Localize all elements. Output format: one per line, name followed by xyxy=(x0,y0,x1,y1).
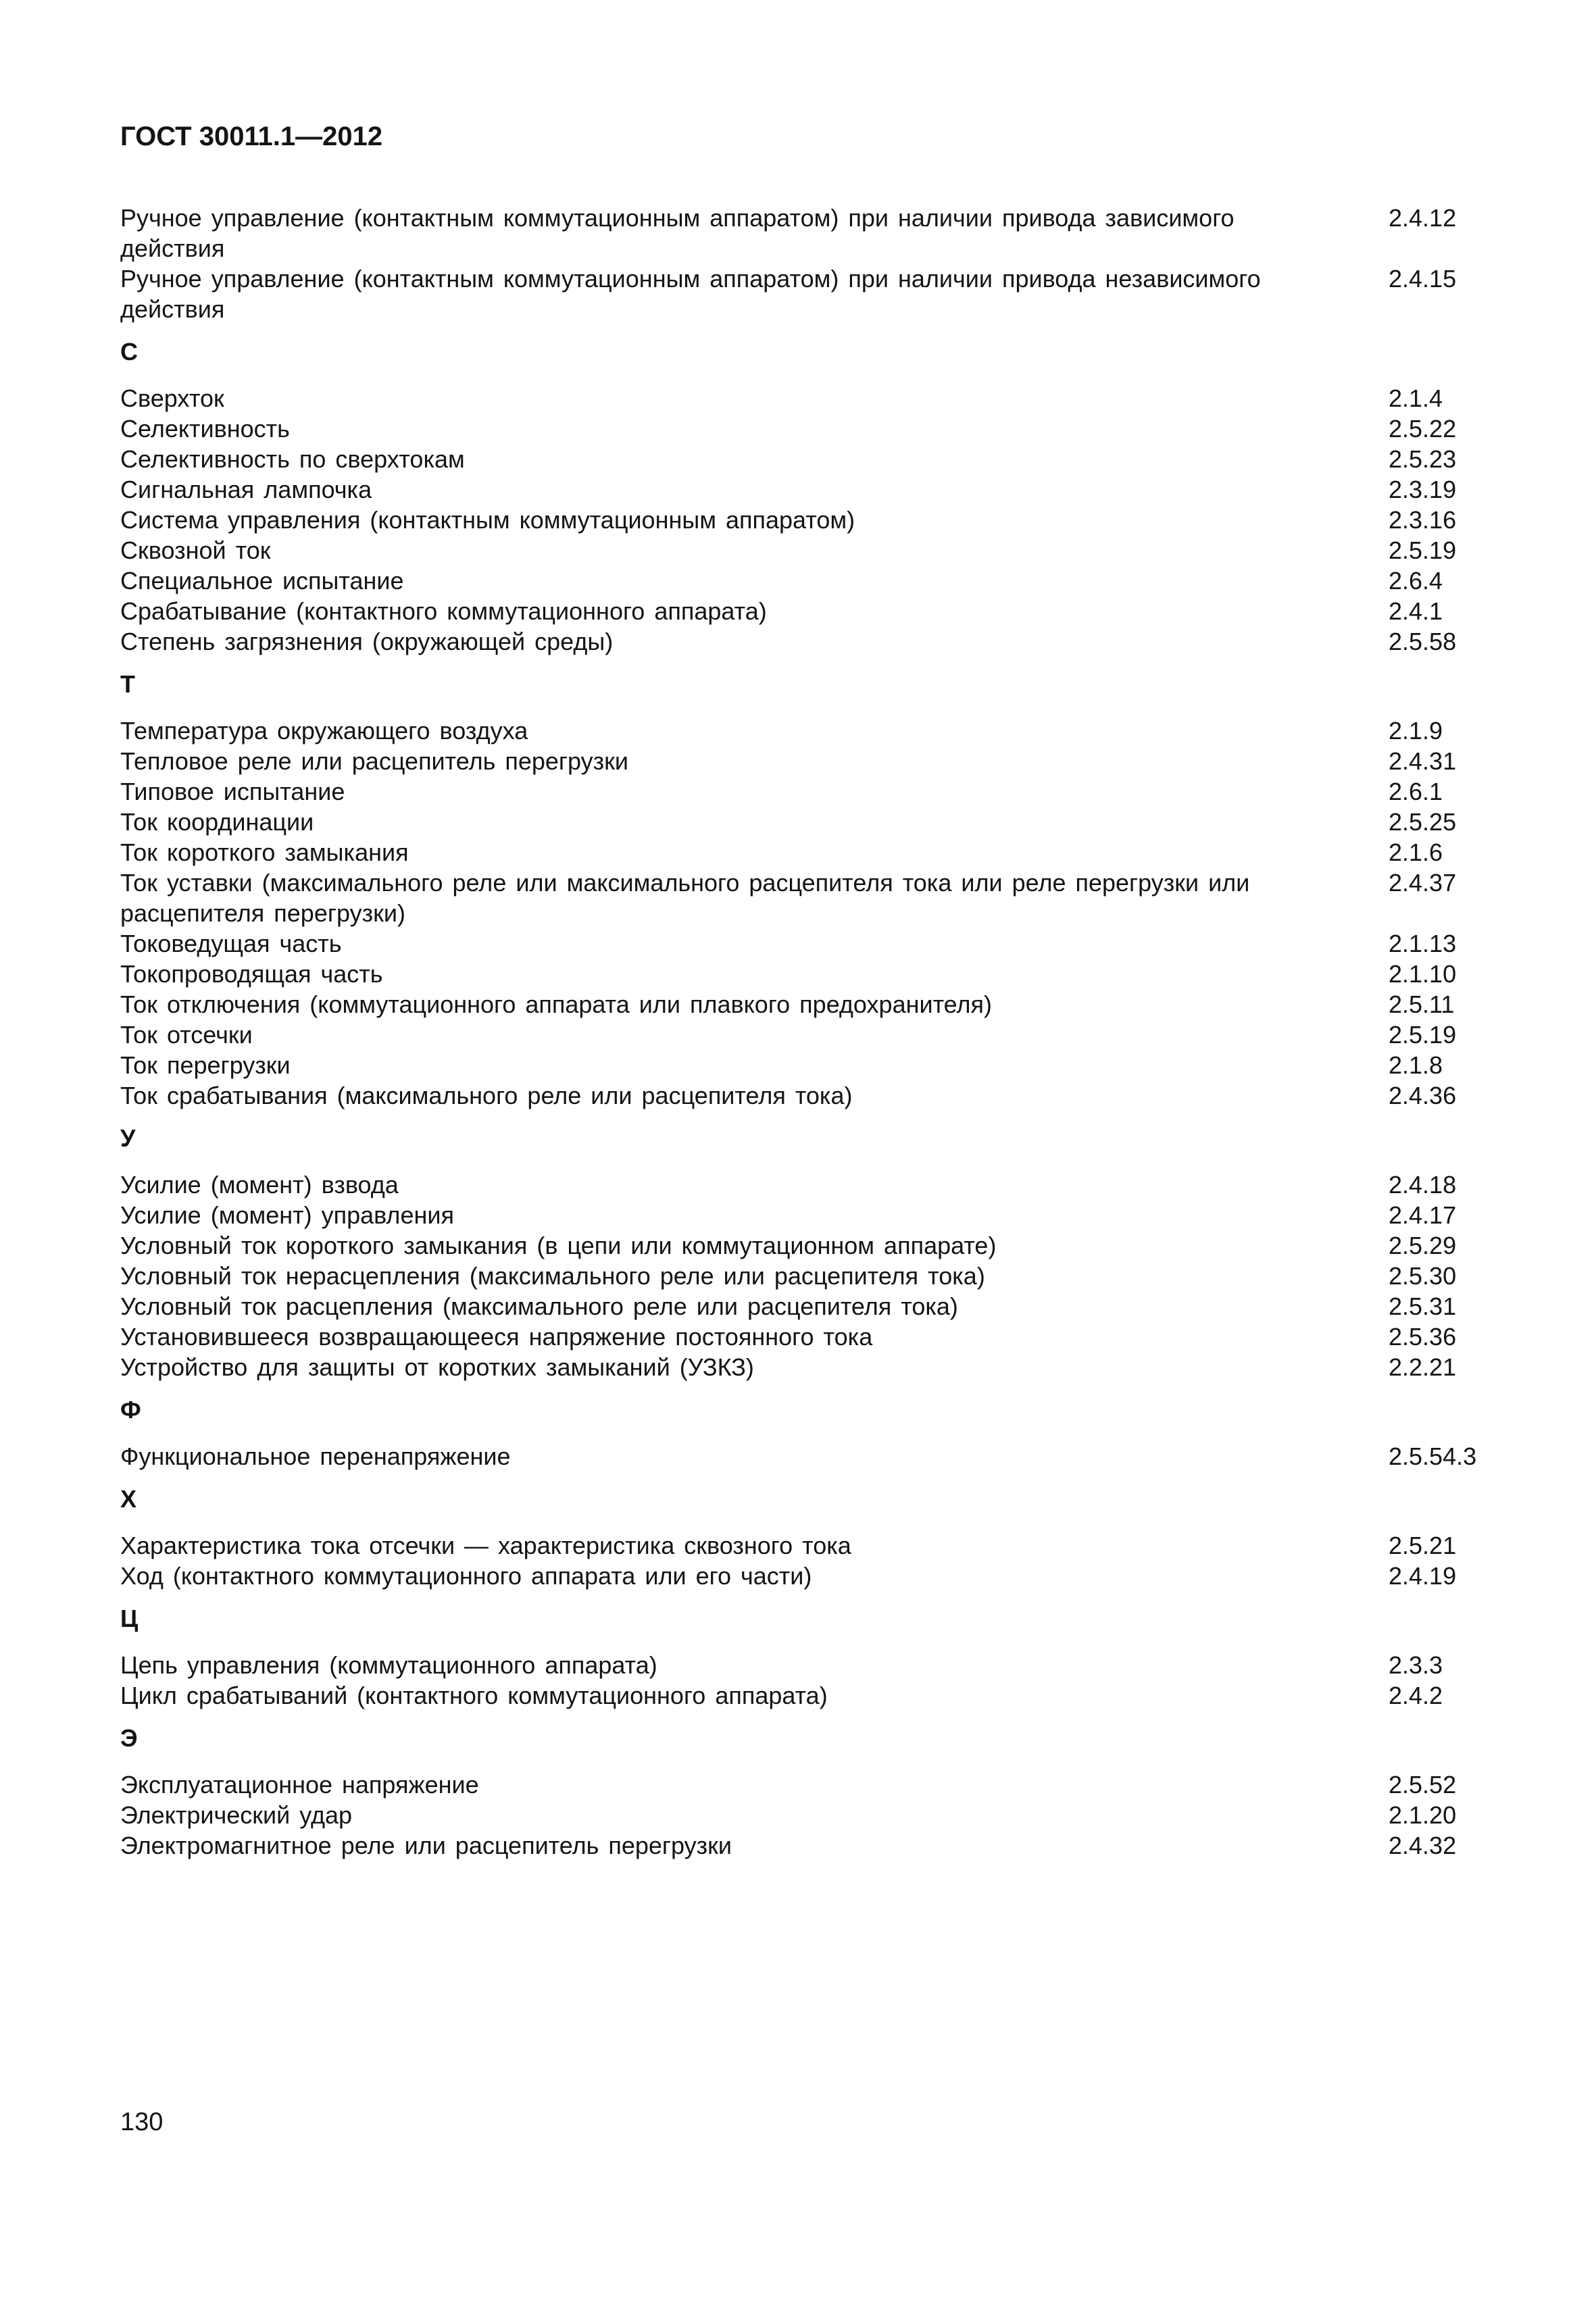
index-term: Условный ток короткого замыкания (в цепи или коммутационном аппарате) xyxy=(120,1232,997,1259)
index-entry xyxy=(120,776,1505,807)
index-entry xyxy=(120,1650,1505,1680)
index-reference: 2.5.21 xyxy=(1389,1532,1457,1559)
page-number: 130 xyxy=(120,2108,164,2136)
index-entry xyxy=(120,1530,1505,1561)
index-term: Токоведущая часть xyxy=(120,930,342,957)
index-section xyxy=(120,1723,1505,1861)
index-entry xyxy=(120,1830,1505,1861)
index-entry xyxy=(120,1200,1505,1230)
index-reference: 2.4.31 xyxy=(1389,747,1457,775)
section-letter: Ф xyxy=(120,1396,141,1424)
index-term: Специальное испытание xyxy=(120,567,404,595)
index-reference: 2.5.22 xyxy=(1389,415,1457,443)
index-reference: 2.5.58 xyxy=(1389,628,1457,655)
index-entry xyxy=(120,1800,1505,1830)
index-entry xyxy=(120,1080,1505,1111)
section-letter: Ц xyxy=(120,1605,139,1632)
index-reference: 2.1.9 xyxy=(1389,717,1443,745)
index-term: Сквозной ток xyxy=(120,536,271,564)
index-reference: 2.1.4 xyxy=(1389,384,1443,412)
document-header: ГОСТ 30011.1—2012 xyxy=(120,122,383,151)
index-reference: 2.4.12 xyxy=(1389,204,1457,232)
index-entry xyxy=(120,383,1505,413)
index-reference: 2.5.25 xyxy=(1389,808,1457,836)
index-section xyxy=(120,1484,1505,1591)
index-reference: 2.4.15 xyxy=(1389,265,1457,293)
index-entry xyxy=(120,1352,1505,1382)
index-entry xyxy=(120,1441,1505,1472)
index-entry xyxy=(120,1561,1505,1591)
index-entry xyxy=(120,746,1505,776)
index-reference: 2.6.4 xyxy=(1389,567,1443,595)
index-reference: 2.5.36 xyxy=(1389,1323,1457,1351)
index-entry xyxy=(120,1291,1505,1322)
index-reference: 2.4.37 xyxy=(1389,869,1457,897)
index-term: Сверхток xyxy=(120,384,224,412)
index-content xyxy=(120,203,1505,1861)
index-term: Ток срабатывания (максимального реле или расцепителя тока) xyxy=(120,1082,853,1109)
index-term: Функциональное перенапряжение xyxy=(120,1442,511,1470)
index-reference: 2.3.3 xyxy=(1389,1651,1443,1679)
index-entry xyxy=(120,474,1505,505)
section-letter: У xyxy=(120,1124,136,1152)
index-entry xyxy=(120,1230,1505,1261)
index-section xyxy=(120,1123,1505,1382)
index-term: Селективность по сверхтокам xyxy=(120,445,465,473)
index-reference: 2.4.19 xyxy=(1389,1562,1457,1590)
index-term: Сигнальная лампочка xyxy=(120,476,372,503)
index-entry xyxy=(120,837,1505,867)
index-entry xyxy=(120,565,1505,596)
index-reference: 2.3.16 xyxy=(1389,506,1457,534)
index-term: Характеристика тока отсечки — характеристика сквозного тока xyxy=(120,1532,851,1559)
index-section xyxy=(120,336,1505,657)
index-reference: 2.4.36 xyxy=(1389,1082,1457,1109)
index-term: Ток уставки (максимального реле или максимального расцепителя тока или реле перегрузки или расцепителя перегрузки) xyxy=(120,869,1250,927)
index-reference: 2.5.23 xyxy=(1389,445,1457,473)
index-reference: 2.5.31 xyxy=(1389,1292,1457,1320)
index-term: Условный ток нерасцепления (максимального реле или расцепителя тока) xyxy=(120,1262,985,1290)
index-entry xyxy=(120,505,1505,535)
section-letter: Э xyxy=(120,1724,138,1752)
index-entry xyxy=(120,1680,1505,1711)
index-entry xyxy=(120,989,1505,1020)
index-term: Срабатывание (контактного коммутационного аппарата) xyxy=(120,597,767,625)
index-entry xyxy=(120,959,1505,989)
index-reference: 2.5.52 xyxy=(1389,1771,1457,1799)
index-term: Система управления (контактным коммутационным аппаратом) xyxy=(120,506,855,534)
index-entry xyxy=(120,444,1505,474)
index-term: Токопроводящая часть xyxy=(120,960,383,988)
index-term: Ручное управление (контактным коммутационным аппаратом) при наличии привода зависимого действия xyxy=(120,204,1235,262)
index-reference: 2.1.20 xyxy=(1389,1801,1457,1829)
section-letter: Х xyxy=(120,1485,137,1513)
index-entry xyxy=(120,413,1505,444)
index-reference: 2.4.2 xyxy=(1389,1682,1443,1709)
index-section xyxy=(120,1394,1505,1472)
index-term: Цикл срабатываний (контактного коммутационного аппарата) xyxy=(120,1682,828,1709)
index-entry xyxy=(120,626,1505,657)
index-term: Устройство для защиты от коротких замыканий (УЗКЗ) xyxy=(120,1353,754,1381)
index-entry xyxy=(120,596,1505,626)
section-letter: С xyxy=(120,338,138,366)
index-term: Тепловое реле или расцепитель перегрузки xyxy=(120,747,629,775)
index-term: Условный ток расцепления (максимального реле или расцепителя тока) xyxy=(120,1292,958,1320)
index-reference: 2.4.18 xyxy=(1389,1171,1457,1199)
index-term: Ток отключения (коммутационного аппарата или плавкого предохранителя) xyxy=(120,990,992,1018)
index-reference: 2.1.13 xyxy=(1389,930,1457,957)
index-term: Усилие (момент) управления xyxy=(120,1201,454,1229)
index-reference: 2.1.10 xyxy=(1389,960,1457,988)
index-reference: 2.1.6 xyxy=(1389,838,1443,866)
index-term: Эксплуатационное напряжение xyxy=(120,1771,479,1799)
index-reference: 2.5.54.3 xyxy=(1389,1442,1477,1470)
index-term: Типовое испытание xyxy=(120,778,345,805)
index-reference: 2.5.30 xyxy=(1389,1262,1457,1290)
index-entry xyxy=(120,535,1505,565)
index-term: Селективность xyxy=(120,415,290,443)
index-term: Ход (контактного коммутационного аппарата или его части) xyxy=(120,1562,812,1590)
index-reference: 2.3.19 xyxy=(1389,476,1457,503)
index-term: Степень загрязнения (окружающей среды) xyxy=(120,628,614,655)
index-entry xyxy=(120,1322,1505,1352)
index-entry xyxy=(120,263,1505,324)
index-entry xyxy=(120,1261,1505,1291)
index-entry xyxy=(120,1050,1505,1080)
index-entry xyxy=(120,715,1505,746)
index-term: Усилие (момент) взвода xyxy=(120,1171,399,1199)
index-reference: 2.4.17 xyxy=(1389,1201,1457,1229)
index-reference: 2.4.32 xyxy=(1389,1832,1457,1859)
index-reference: 2.6.1 xyxy=(1389,778,1443,805)
index-term: Ток перегрузки xyxy=(120,1051,291,1079)
index-reference: 2.1.8 xyxy=(1389,1051,1443,1079)
index-entry xyxy=(120,203,1505,263)
index-term: Ток отсечки xyxy=(120,1021,253,1049)
index-entry xyxy=(120,867,1505,928)
index-reference: 2.4.1 xyxy=(1389,597,1443,625)
index-term: Установившееся возвращающееся напряжение постоянного тока xyxy=(120,1323,873,1351)
index-term: Электромагнитное реле или расцепитель перегрузки xyxy=(120,1832,732,1859)
index-term: Ручное управление (контактным коммутационным аппаратом) при наличии привода независимого действия xyxy=(120,265,1261,323)
index-section xyxy=(120,1603,1505,1711)
lead-entries xyxy=(120,203,1505,324)
index-reference: 2.5.19 xyxy=(1389,1021,1457,1049)
index-reference: 2.5.29 xyxy=(1389,1232,1457,1259)
index-section xyxy=(120,669,1505,1111)
index-entry xyxy=(120,1169,1505,1200)
index-reference: 2.5.19 xyxy=(1389,536,1457,564)
index-reference: 2.2.21 xyxy=(1389,1353,1457,1381)
index-term: Ток координации xyxy=(120,808,314,836)
index-entry xyxy=(120,807,1505,837)
section-letter: Т xyxy=(120,670,135,698)
index-term: Ток короткого замыкания xyxy=(120,838,409,866)
index-entry xyxy=(120,928,1505,959)
index-term: Цепь управления (коммутационного аппарата) xyxy=(120,1651,657,1679)
index-term: Электрический удар xyxy=(120,1801,353,1829)
index-entry xyxy=(120,1020,1505,1050)
index-entry xyxy=(120,1769,1505,1800)
index-term: Температура окружающего воздуха xyxy=(120,717,528,745)
index-reference: 2.5.11 xyxy=(1389,990,1455,1018)
